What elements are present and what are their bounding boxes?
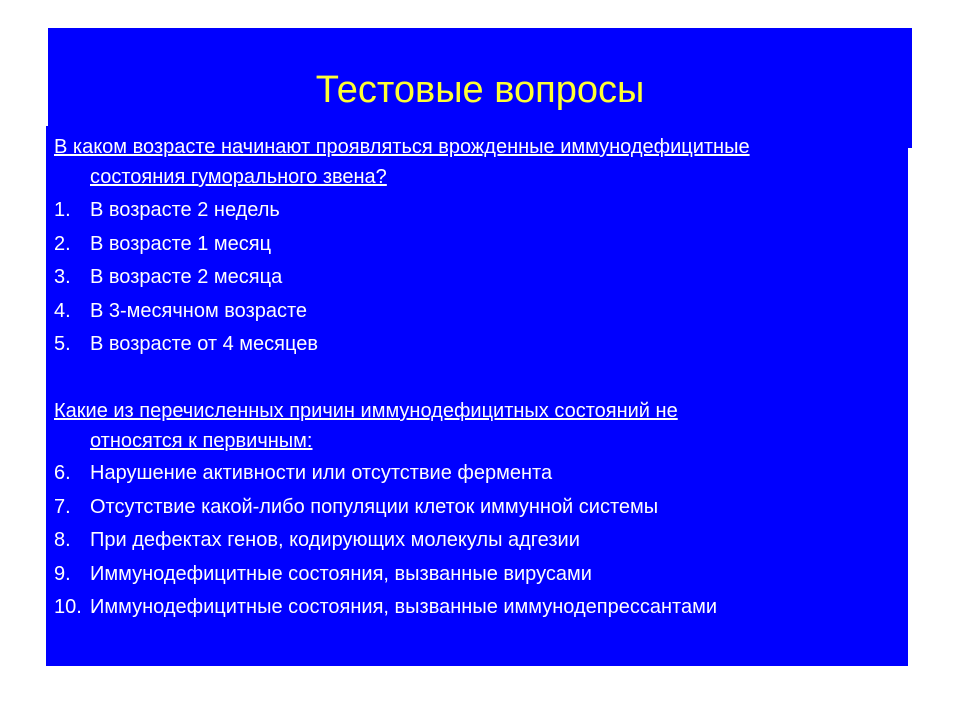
answer-number: 9. bbox=[54, 562, 71, 585]
answer-number: 2. bbox=[54, 232, 71, 255]
answer-number: 7. bbox=[54, 495, 71, 518]
answer-text: При дефектах генов, кодирующих молекулы адгезии bbox=[90, 529, 580, 551]
answer-text: Иммунодефицитные состояния, вызванные вирусами bbox=[90, 562, 592, 585]
answer-text: Иммунодефицитные состояния, вызванные иммунодепрессантами bbox=[90, 596, 718, 618]
answer-option bbox=[54, 524, 894, 558]
answer-text: Нарушение активности или отсутствие фермента bbox=[90, 462, 553, 484]
slide-title: Тестовые вопросы bbox=[315, 69, 645, 111]
answer-number: 4. bbox=[54, 299, 71, 322]
answer-option bbox=[54, 457, 894, 491]
answer-number: 5. bbox=[54, 333, 71, 355]
answer-number: 1. bbox=[54, 199, 71, 221]
answer-text: В возрасте 2 месяца bbox=[90, 266, 283, 288]
question-2-answers bbox=[54, 457, 894, 625]
answer-number: 10. bbox=[54, 596, 82, 618]
question-2-heading-line1: Какие из перечисленных причин иммунодефицитных состояний не bbox=[54, 400, 678, 422]
question-1-answers bbox=[54, 194, 894, 362]
answer-number: 8. bbox=[54, 529, 71, 551]
answer-option bbox=[54, 558, 894, 592]
answer-option bbox=[54, 228, 894, 262]
answer-option bbox=[54, 295, 894, 329]
question-2-heading bbox=[54, 396, 894, 456]
answer-text: В возрасте 1 месяц bbox=[90, 232, 272, 255]
answer-option bbox=[54, 591, 894, 625]
answer-text: В возрасте от 4 месяцев bbox=[90, 333, 318, 355]
question-1-heading-line2: состояния гуморального звена? bbox=[90, 166, 387, 188]
question-1-heading bbox=[54, 132, 894, 192]
answer-option bbox=[54, 261, 894, 295]
answer-text: Отсутствие какой-либо популяции клеток иммунной системы bbox=[90, 495, 659, 518]
question-1-heading-line1: В каком возрасте начинают проявляться врожденные иммунодефицитные bbox=[54, 136, 750, 158]
answer-option bbox=[54, 328, 894, 362]
answer-number: 6. bbox=[54, 462, 71, 484]
answer-number: 3. bbox=[54, 266, 71, 288]
answer-text: В 3-месячном возрасте bbox=[90, 299, 308, 322]
question-2-heading-line2: относятся к первичным: bbox=[90, 430, 313, 452]
answer-option bbox=[54, 194, 894, 228]
answer-option bbox=[54, 491, 894, 525]
answer-text: В возрасте 2 недель bbox=[90, 199, 280, 221]
content-panel bbox=[46, 126, 908, 666]
